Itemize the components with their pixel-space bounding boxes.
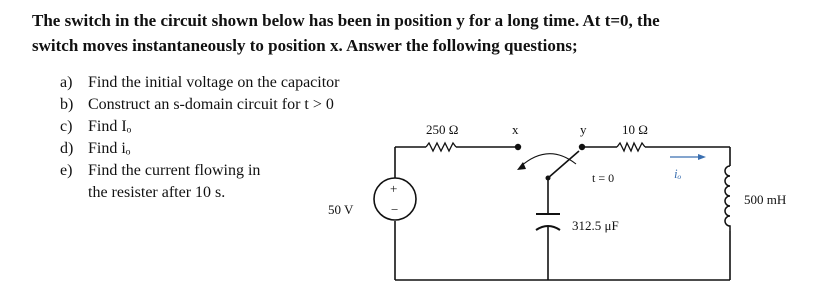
current-arrow-icon [670, 154, 706, 160]
source-minus-sign: − [391, 202, 399, 217]
question-label: b) [60, 96, 74, 113]
question-text-continued: the resister after 10 s. [88, 184, 226, 201]
question-text: Find the current flowing in [88, 162, 261, 179]
resistor-10-ohm [617, 143, 645, 151]
inductor-label: 500 mH [744, 192, 787, 207]
problem-line-2: switch moves instantaneously to position x. Answer the following questions; [32, 36, 578, 55]
current-label: iₒ [674, 166, 682, 181]
resistor-250-label: 250 Ω [426, 122, 459, 137]
question-text: Construct an s-domain circuit for t > 0 [88, 96, 334, 113]
question-label: a) [60, 74, 73, 91]
problem-line-1: The switch in the circuit shown below has been in position y for a long time. At t=0, the [32, 11, 660, 30]
switch-time-label: t = 0 [592, 171, 615, 185]
source-voltage-label: 50 V [328, 202, 354, 217]
question-text: Find the initial voltage on the capacitor [88, 74, 340, 91]
resistor-250-ohm [426, 143, 456, 151]
question-label: e) [60, 162, 73, 179]
inductor [725, 166, 730, 231]
question-text: Find Iₒ [88, 118, 132, 135]
question-label: c) [60, 118, 73, 135]
capacitor-label: 312.5 μF [572, 218, 619, 233]
question-text: Find iₒ [88, 140, 131, 157]
source-plus-sign: + [390, 181, 398, 196]
question-label: d) [60, 140, 74, 157]
switch [515, 144, 585, 181]
node-x-label: x [512, 122, 519, 137]
node-y-label: y [580, 122, 587, 137]
resistor-10-label: 10 Ω [622, 122, 648, 137]
